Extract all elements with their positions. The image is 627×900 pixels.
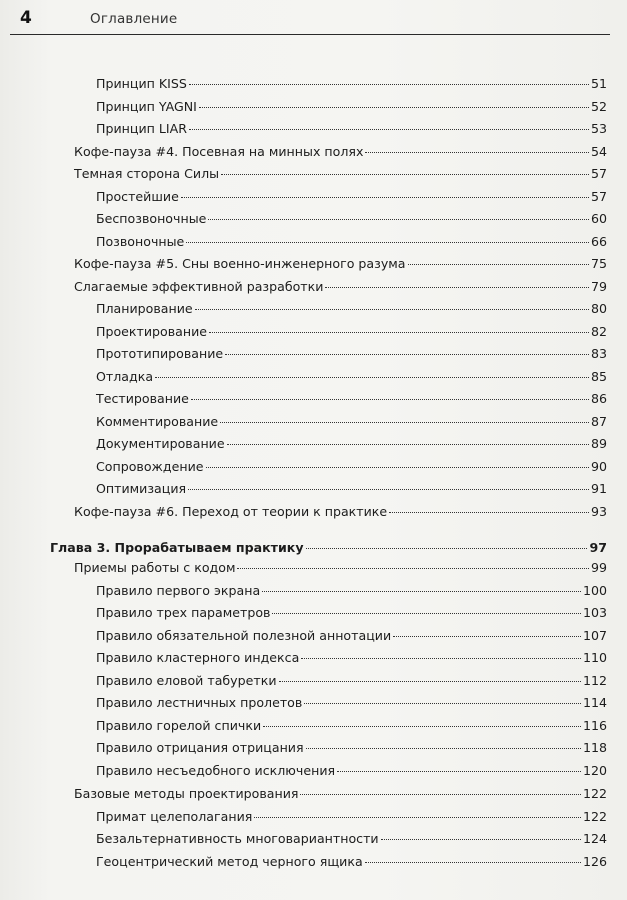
toc-entry[interactable] bbox=[96, 344, 607, 364]
toc-entry-page: 90 bbox=[590, 458, 607, 474]
dot-leader bbox=[304, 703, 581, 704]
page-number: 4 bbox=[20, 8, 32, 28]
toc-entry-label: Комментирование bbox=[96, 413, 219, 429]
dot-leader bbox=[191, 399, 589, 400]
dot-leader bbox=[389, 512, 589, 513]
toc-entry[interactable] bbox=[96, 389, 607, 409]
toc-entry-page: 118 bbox=[582, 740, 607, 755]
dot-leader bbox=[365, 152, 589, 153]
dot-leader bbox=[262, 591, 581, 592]
dot-leader bbox=[272, 613, 581, 614]
dot-leader bbox=[237, 568, 589, 569]
toc-entry[interactable] bbox=[96, 671, 607, 691]
toc-entry-label: Принцип KISS bbox=[96, 76, 187, 91]
toc-entry-label: Кофе-пауза #4. Посевная на минных полях bbox=[74, 143, 364, 159]
page-header bbox=[10, 6, 610, 34]
toc-entry-page: 57 bbox=[590, 188, 607, 204]
toc-entry-label: Темная сторона Силы bbox=[74, 166, 220, 181]
toc-entry-label: Сопровождение bbox=[96, 458, 204, 474]
toc-entry-label: Правило отрицания отрицания bbox=[96, 740, 304, 755]
toc-entry[interactable] bbox=[74, 164, 607, 184]
toc-entry-page: 85 bbox=[590, 368, 607, 384]
toc-entry-page: 110 bbox=[582, 650, 607, 665]
toc-entry-label: Правило трех параметров bbox=[96, 605, 271, 620]
toc-entry-label: Правило первого экрана bbox=[96, 582, 261, 598]
dot-leader bbox=[325, 287, 589, 288]
toc-entry-page: 51 bbox=[590, 76, 607, 91]
toc-entry-label: Позвоночные bbox=[96, 233, 185, 249]
toc-entry-page: 87 bbox=[590, 413, 607, 429]
toc-entry-page: 122 bbox=[582, 786, 607, 801]
dot-leader bbox=[337, 771, 581, 772]
toc-entry-page: 120 bbox=[582, 762, 607, 778]
dot-leader bbox=[279, 681, 581, 682]
dot-leader bbox=[393, 636, 581, 637]
toc-entry-label: Прототипирование bbox=[96, 346, 224, 361]
toc-entry-page: 114 bbox=[582, 695, 607, 710]
toc-entry-page: 97 bbox=[589, 540, 607, 555]
toc-entry-page: 124 bbox=[582, 831, 607, 846]
toc-entry-page: 91 bbox=[590, 481, 607, 496]
toc-entry[interactable] bbox=[96, 367, 607, 387]
dot-leader bbox=[199, 107, 589, 108]
toc-entry[interactable] bbox=[74, 254, 607, 274]
toc-entry-label: Беспозвоночные bbox=[96, 211, 207, 226]
toc-entry[interactable] bbox=[96, 187, 607, 207]
toc-entry[interactable] bbox=[96, 97, 607, 117]
toc-entry-label: Правило несъедобного исключения bbox=[96, 762, 336, 778]
toc-entry-label: Документирование bbox=[96, 436, 225, 451]
dot-leader bbox=[300, 794, 580, 795]
dot-leader bbox=[381, 839, 581, 840]
toc-entry-label: Приемы работы с кодом bbox=[74, 560, 236, 575]
running-title: Оглавление bbox=[90, 11, 178, 27]
dot-leader bbox=[195, 309, 589, 310]
toc-entry[interactable] bbox=[96, 603, 607, 623]
toc-entry[interactable] bbox=[96, 74, 607, 94]
toc-entry-page: 53 bbox=[590, 121, 607, 136]
toc-entry-page: 79 bbox=[590, 278, 607, 294]
toc-entry-page: 112 bbox=[582, 672, 607, 688]
toc-entry[interactable] bbox=[96, 852, 607, 872]
toc-entry-label: Проектирование bbox=[96, 323, 208, 339]
toc-entry-page: 60 bbox=[590, 211, 607, 226]
dot-leader bbox=[408, 264, 589, 265]
toc-entry[interactable] bbox=[96, 119, 607, 139]
toc-entry-label: Кофе-пауза #6. Переход от теории к практике bbox=[74, 504, 388, 519]
dot-leader bbox=[301, 658, 581, 659]
toc-entry-label: Оптимизация bbox=[96, 481, 187, 496]
toc-entry[interactable] bbox=[74, 784, 607, 804]
toc-entry-label: Планирование bbox=[96, 301, 193, 316]
toc-entry-page: 122 bbox=[582, 808, 607, 824]
toc-entry[interactable] bbox=[96, 693, 607, 713]
toc-entry-label: Правило лестничных пролетов bbox=[96, 695, 303, 710]
dot-leader bbox=[220, 422, 589, 423]
toc-entry-page: 126 bbox=[582, 853, 607, 869]
dot-leader bbox=[225, 354, 589, 355]
toc-entry[interactable] bbox=[96, 412, 607, 432]
toc-entry-label: Принцип YAGNI bbox=[96, 98, 197, 114]
toc-entry-page: 86 bbox=[590, 391, 607, 406]
toc-entry[interactable] bbox=[74, 142, 607, 162]
toc-entry-page: 66 bbox=[590, 233, 607, 249]
dot-leader bbox=[189, 84, 589, 85]
toc-entry[interactable] bbox=[96, 434, 607, 454]
dot-leader bbox=[181, 197, 589, 198]
toc-entry[interactable] bbox=[96, 648, 607, 668]
toc-entry-label: Глава 3. Прорабатываем практику bbox=[50, 540, 304, 555]
toc-entry-page: 57 bbox=[590, 166, 607, 181]
toc-entry[interactable] bbox=[96, 761, 607, 781]
toc-entry-page: 83 bbox=[590, 346, 607, 361]
toc-entry-label: Отладка bbox=[96, 368, 154, 384]
dot-leader bbox=[306, 548, 588, 549]
toc-entry[interactable] bbox=[96, 807, 607, 827]
toc-entry[interactable] bbox=[96, 209, 607, 229]
toc-entry[interactable] bbox=[96, 322, 607, 342]
dot-leader bbox=[254, 817, 581, 818]
dot-leader bbox=[186, 242, 589, 243]
toc-entry[interactable] bbox=[96, 299, 607, 319]
toc-entry-label: Примат целеполагания bbox=[96, 808, 253, 824]
dot-leader bbox=[188, 489, 589, 490]
toc-entry-label: Слагаемые эффективной разработки bbox=[74, 278, 324, 294]
dot-leader bbox=[221, 174, 589, 175]
toc-entry-label: Базовые методы проектирования bbox=[74, 786, 299, 801]
dot-leader bbox=[189, 129, 589, 130]
toc-entry[interactable] bbox=[96, 829, 607, 849]
toc-entry[interactable] bbox=[74, 277, 607, 297]
toc-entry-label: Правило горелой спички bbox=[96, 717, 262, 733]
toc-entry-label: Правило кластерного индекса bbox=[96, 650, 300, 665]
toc-entry-page: 82 bbox=[590, 323, 607, 339]
toc-entry[interactable] bbox=[74, 502, 607, 522]
dot-leader bbox=[263, 726, 581, 727]
dot-leader bbox=[155, 377, 589, 378]
toc-entry-page: 103 bbox=[582, 605, 607, 620]
toc-entry-page: 52 bbox=[590, 98, 607, 114]
toc-entry[interactable] bbox=[96, 479, 607, 499]
toc-entry-label: Простейшие bbox=[96, 188, 179, 204]
toc-entry[interactable] bbox=[96, 457, 607, 477]
toc-entry-label: Геоцентрический метод черного ящика bbox=[96, 853, 363, 869]
dot-leader bbox=[209, 332, 589, 333]
toc-entry[interactable] bbox=[96, 738, 607, 758]
toc-entry-page: 54 bbox=[590, 143, 607, 159]
toc-chapter[interactable] bbox=[50, 538, 607, 558]
toc-entry-page: 100 bbox=[582, 582, 607, 598]
toc-entry[interactable] bbox=[96, 232, 607, 252]
header-rule bbox=[10, 34, 610, 35]
dot-leader bbox=[365, 862, 581, 863]
toc-entry-page: 107 bbox=[582, 627, 607, 643]
toc-entry-page: 75 bbox=[590, 256, 607, 271]
toc-entry-label: Кофе-пауза #5. Сны военно-инженерного разума bbox=[74, 256, 406, 271]
toc-entry-label: Правило обязательной полезной аннотации bbox=[96, 627, 392, 643]
toc-entry-label: Правило еловой табуретки bbox=[96, 672, 277, 688]
toc-entry-label: Безальтернативность многовариантности bbox=[96, 831, 379, 846]
toc-entry[interactable] bbox=[96, 626, 607, 646]
toc-entry-page: 99 bbox=[590, 560, 607, 575]
toc-entry-page: 89 bbox=[590, 436, 607, 451]
toc-entry[interactable] bbox=[74, 558, 607, 578]
dot-leader bbox=[208, 219, 589, 220]
toc-entry-page: 93 bbox=[590, 504, 607, 519]
dot-leader bbox=[206, 467, 589, 468]
dot-leader bbox=[227, 444, 589, 445]
toc-entry-page: 80 bbox=[590, 301, 607, 316]
toc-entry-label: Тестирование bbox=[96, 391, 189, 406]
toc-entry-label: Принцип LIAR bbox=[96, 121, 187, 136]
dot-leader bbox=[306, 748, 581, 749]
toc-entry-page: 116 bbox=[582, 717, 607, 733]
toc-entry[interactable] bbox=[96, 716, 607, 736]
toc-entry[interactable] bbox=[96, 581, 607, 601]
